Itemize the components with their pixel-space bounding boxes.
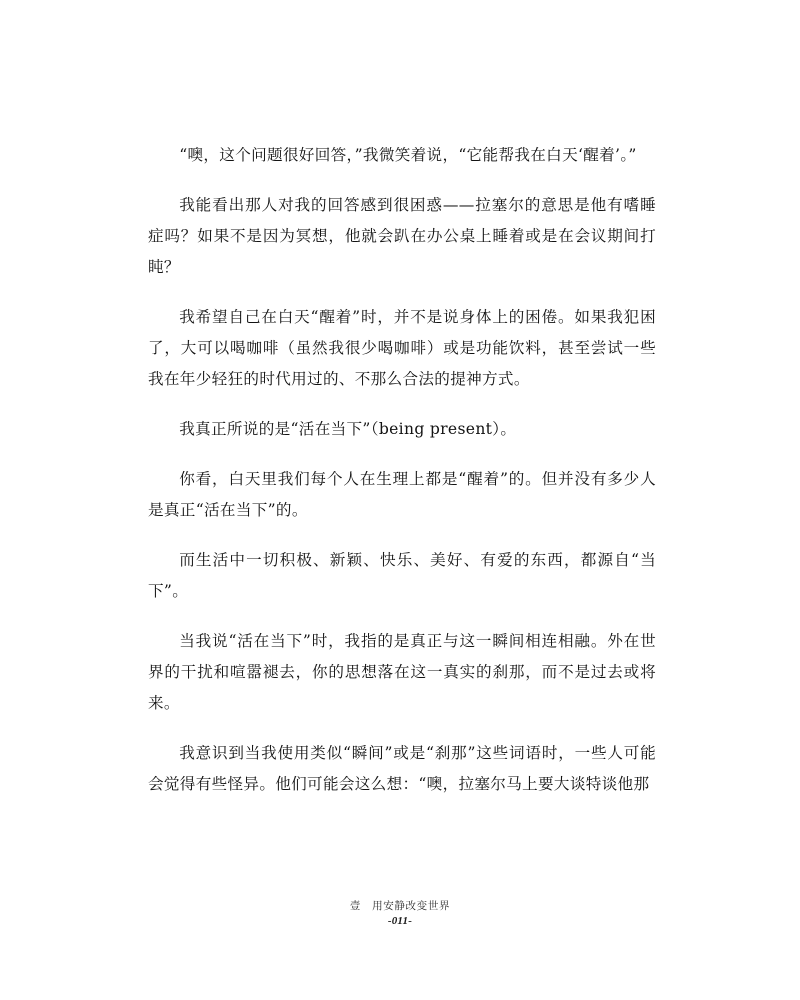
paragraph: 我真正所说的是“活在当下”（being present）。 (179, 420, 517, 438)
paragraph: 你看，白天里我们每个人在生理上都是“醒着”的。但并没有多少人是真正“活在当下”的。 (148, 470, 656, 519)
body-text-column (148, 140, 656, 800)
paragraph: 我意识到当我使用类似“瞬间”或是“刹那”这些词语时，一些人可能会觉得有些怪异。他们可能会这么想：“噢，拉塞尔马上要大谈特谈他那 (148, 744, 656, 793)
page-footer (0, 899, 800, 929)
paragraph: 我希望自己在白天“醒着”时，并不是说身体上的困倦。如果我犯困了，大可以喝咖啡（虽然我很少喝咖啡）或是功能饮料，甚至尝试一些我在年少轻狂的时代用过的、不那么合法的提神方式。 (148, 308, 656, 388)
paragraph: 我能看出那人对我的回答感到很困惑——拉塞尔的意思是他有嗜睡症吗？如果不是因为冥想，他就会趴在办公桌上睡着或是在会议期间打盹？ (148, 196, 656, 276)
paragraph: “噢，这个问题很好回答，”我微笑着说，“它能帮我在白天‘醒着’。” (179, 146, 637, 164)
paragraph: 而生活中一切积极、新颖、快乐、美好、有爱的东西，都源自“当下”。 (148, 551, 656, 600)
paragraph: 当我说“活在当下”时，我指的是真正与这一瞬间相连相融。外在世界的干扰和喧嚣褪去，你的思想落在这一真实的刹那，而不是过去或将来。 (148, 632, 656, 712)
footer-page-number: -011- (387, 915, 413, 927)
footer-chapter-title: 壹 用安静改变世界 (349, 900, 451, 912)
